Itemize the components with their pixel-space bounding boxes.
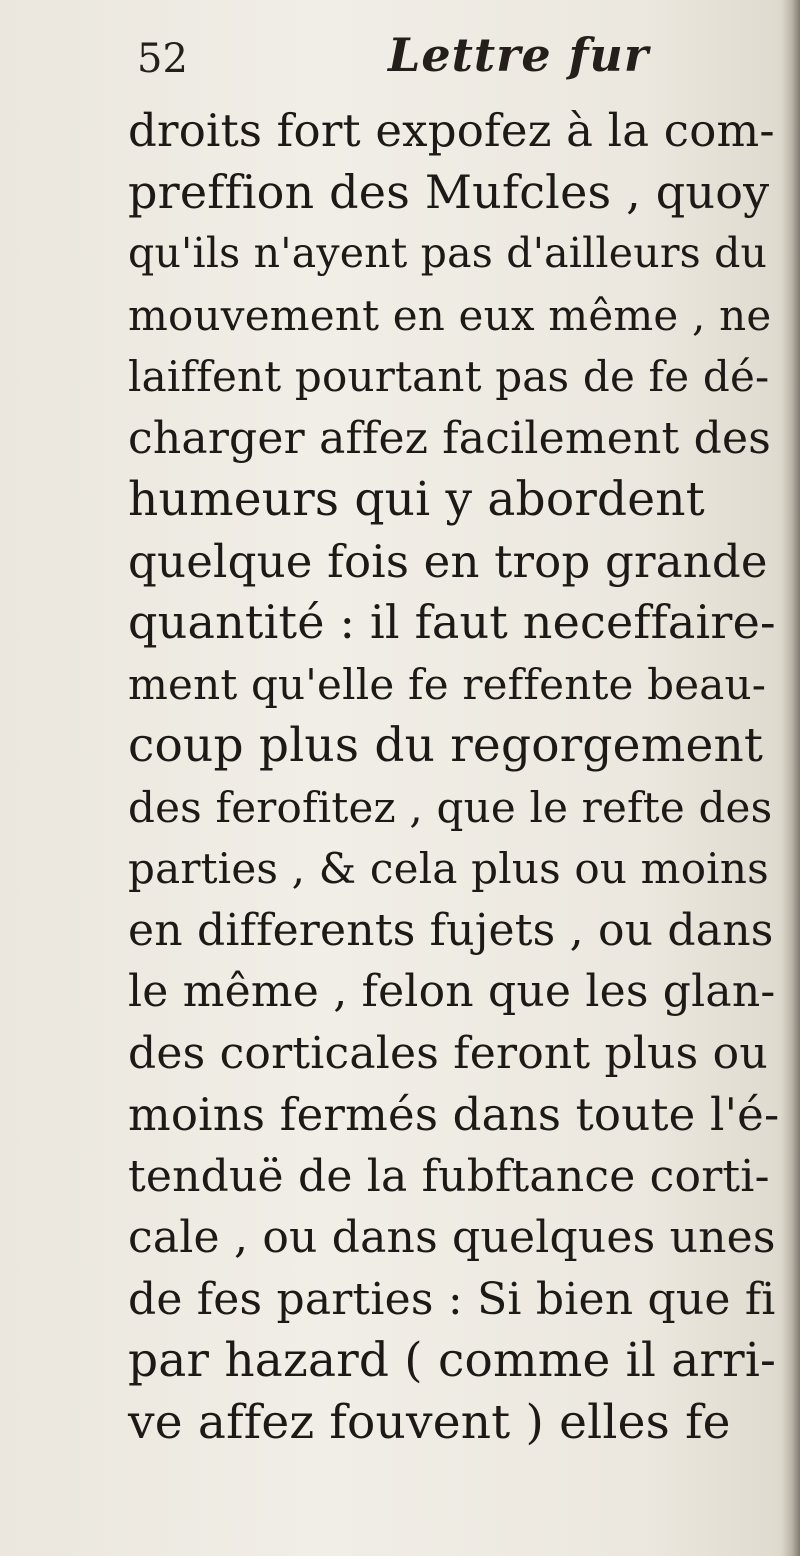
text-line: droits fort expofez à la com- <box>128 104 775 157</box>
body-text <box>128 100 780 1453</box>
text-line: quantité : il faut neceffaire- <box>128 595 776 649</box>
text-line: quelque fois en trop grande <box>128 534 768 588</box>
text-line: humeurs qui y abordent <box>128 472 705 527</box>
text-line: moins fermés dans toute l'é- <box>128 1088 780 1141</box>
text-line: coup plus du regorgement <box>128 718 764 773</box>
text-line: de fes parties : Si bien que fi <box>128 1273 776 1325</box>
text-line: charger affez facilement des <box>128 412 771 464</box>
text-line: le même , felon que les glan- <box>128 966 776 1017</box>
page-header <box>0 28 800 88</box>
text-line: qu'ils n'ayent pas d'ailleurs du <box>128 229 768 277</box>
text-line: par hazard ( comme il arri- <box>128 1333 777 1388</box>
page-number: 52 <box>137 36 188 82</box>
text-line: ment qu'elle fe reffente beau- <box>128 659 767 709</box>
text-line: tenduë de la fubftance corti- <box>128 1150 770 1202</box>
running-title: Lettre fur <box>388 28 650 82</box>
text-line: des corticales feront plus ou <box>128 1027 768 1079</box>
text-line: cale , ou dans quelques unes <box>128 1212 776 1263</box>
text-line: ve affez fouvent ) elles fe <box>128 1394 731 1450</box>
text-line: en differents fujets , ou dans <box>128 904 774 956</box>
text-line: laiffent pourtant pas de fe dé- <box>128 352 770 401</box>
text-line: parties , & cela plus ou moins <box>128 844 769 893</box>
text-line: des ferofitez , que le refte des <box>128 782 773 832</box>
text-line: mouvement en eux même , ne <box>128 290 772 340</box>
page-binding-shadow <box>782 0 800 1556</box>
text-line: preffion des Mufcles , quoy <box>128 164 770 219</box>
